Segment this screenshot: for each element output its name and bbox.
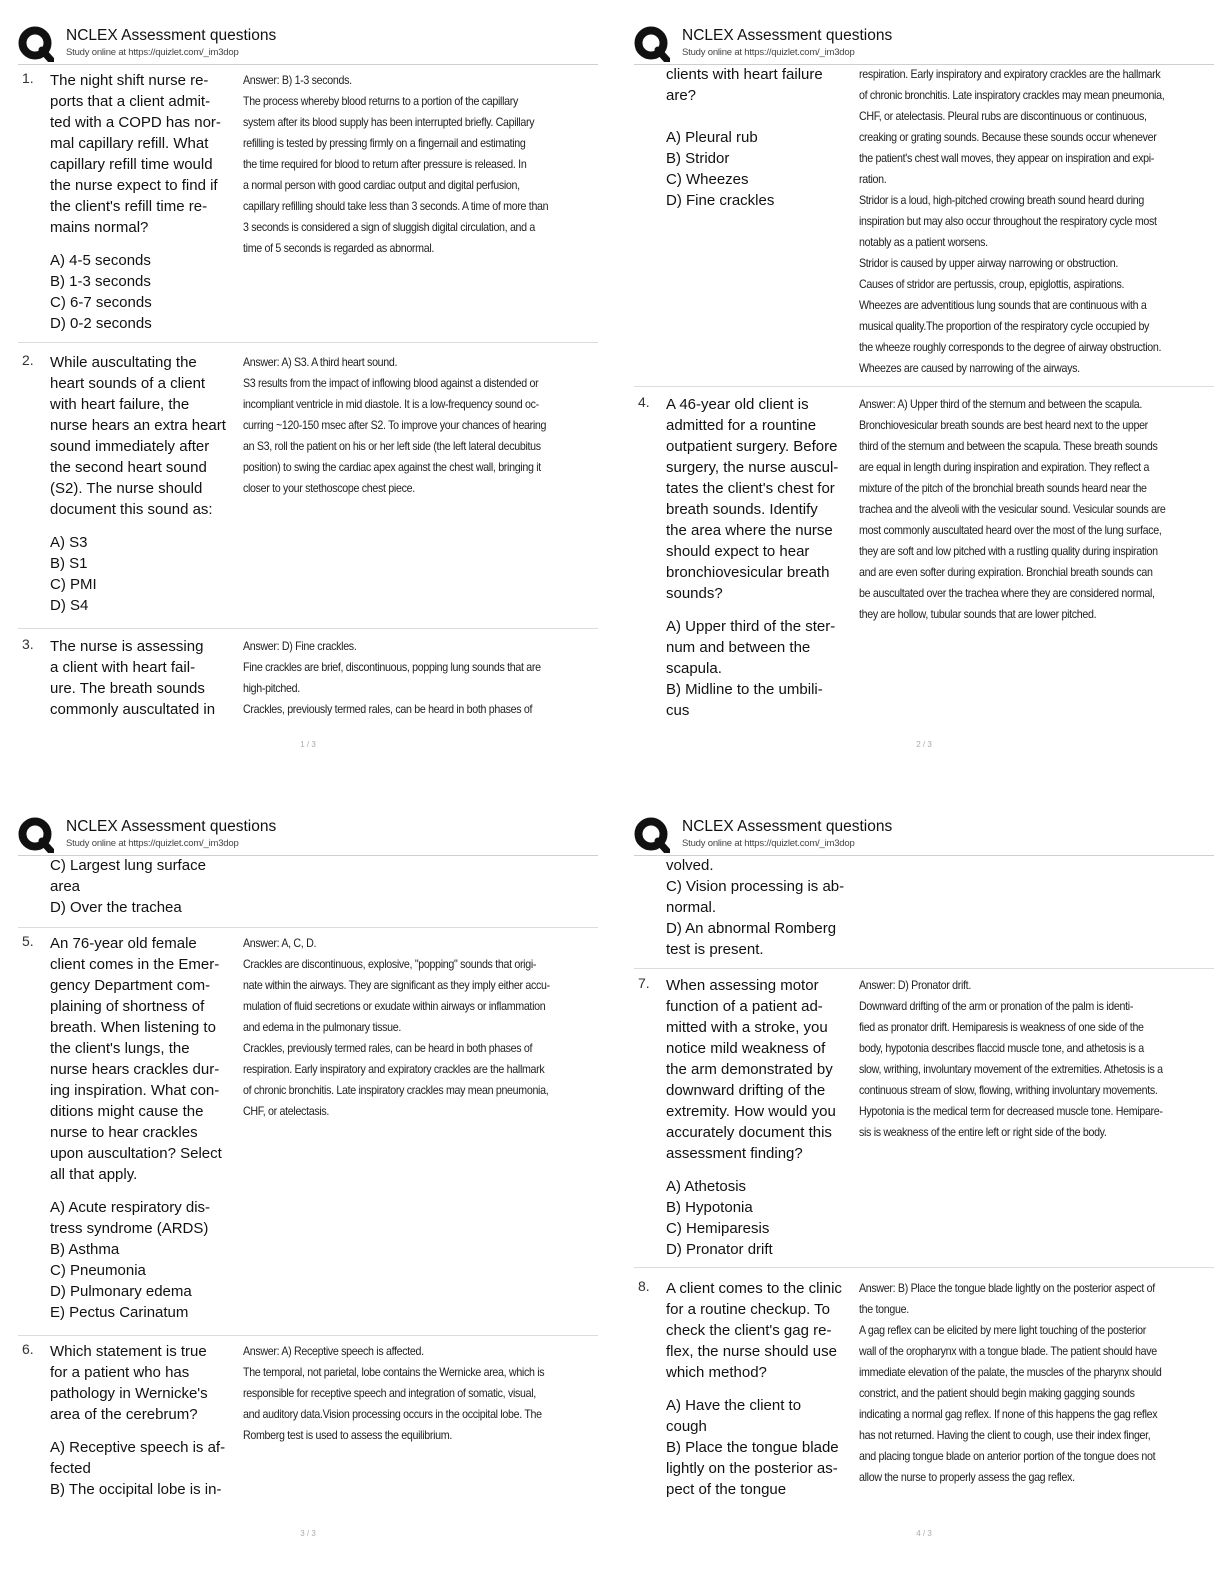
question-text xyxy=(666,975,866,1260)
question-stem: Which statement is true for a patient who has pathology in Wernicke's area of the cerebrum? xyxy=(50,1343,208,1423)
question-divider xyxy=(634,968,1214,969)
answer-block xyxy=(859,975,1186,1143)
question-number: 1. xyxy=(22,70,34,86)
page-3 xyxy=(18,813,598,1553)
page-1 xyxy=(18,22,598,762)
answer-options: A) Upper third of the ster- num and between the scapula. B) Midline to the umbili- cus xyxy=(666,618,836,719)
study-link[interactable]: Study online at https://quizlet.com/_im3dop xyxy=(682,838,855,849)
question-text xyxy=(50,1341,250,1500)
answer-block xyxy=(243,1341,570,1446)
answer-line: Answer: A) Receptive speech is affected. xyxy=(243,1345,424,1358)
quizlet-logo-icon xyxy=(18,817,54,853)
answer-options: A) Receptive speech is af- fected B) The occipital lobe is in- xyxy=(50,1439,226,1498)
page-number: 1 / 3 xyxy=(300,740,316,749)
question-text xyxy=(50,636,250,720)
answer-options: A) Acute respiratory dis- tress syndrome (ARDS) B) Asthma C) Pneumonia D) Pulmonary edema E) Pectus Carinatum xyxy=(50,1199,211,1321)
answer-block xyxy=(243,70,570,259)
question-text xyxy=(50,352,250,616)
question-number: 3. xyxy=(22,636,34,652)
question-number: 2. xyxy=(22,352,34,368)
question-number: 5. xyxy=(22,933,34,949)
answer-line: Answer: A, C, D. xyxy=(243,937,317,950)
answer-explanation: Downward drifting of the arm or pronation of the palm is identi- fied as pronator drift. Hemiparesis is weakness of one side of the body, hypotonia describes flaccid muscle tone, and athetosis is a slow, writhing, involuntary movement of the extremities. Athetosis is a continuous stream of slow, flowing, writhing involuntary movements. Hypotonia is the medical term for decreased muscle tone. Hemipare- sis is weakness of the entire left or right side of the body. xyxy=(859,1000,1163,1139)
divider xyxy=(18,64,598,65)
question-number: 6. xyxy=(22,1341,34,1357)
answer-options: A) Have the client to cough B) Place the tongue blade lightly on the posterior as- pect of the tongue xyxy=(666,1397,839,1498)
page-number: 3 / 3 xyxy=(300,1529,316,1538)
quizlet-logo-icon xyxy=(634,817,670,853)
answer-block xyxy=(859,1278,1186,1488)
answer-explanation: Crackles are discontinuous, explosive, "popping" sounds that origi- nate within the airways. They are significant as they imply either accu- mulation of fluid secretions or exudate within airways or inflammation and edema in the pulmonary tissue. Crackles, previously termed rales, can be heard in both phases of respiration. Early inspiratory and expiratory crackles are the hallmark of chronic bronchitis. Late inspiratory crackles may mean pneumonia, CHF, or atelectasis. xyxy=(243,958,550,1118)
answer-block xyxy=(243,636,570,720)
page-2 xyxy=(634,22,1214,762)
question-stem: An 76-year old female client comes in the Emer- gency Department com- plaining of shortness of breath. When listening to the client's lungs, the nurse hears crackles dur- ing inspiration. What con- ditions might cause the nurse to hear crackles upon auscultation? Select all that apply. xyxy=(50,935,222,1183)
answer-explanation: Bronchiovesicular breath sounds are best heard next to the upper third of the sternum and between the scapula. These breath sounds are equal in length during inspiration and expiration. They reflect a mixture of the pitch of the bronchial breath sounds heard near the trachea and the alveoli with the vesicular sound. Vesicular sounds are most commonly auscultated heard over the most of the lung surface, they are soft and low pitched with a rustling quality during inspiration and are even softer during expiration. Bronchial breath sounds can be auscultated over the trachea where they are considered normal, they are hollow, tubular sounds that are lower pitched. xyxy=(859,419,1166,621)
answer-line: Answer: D) Fine crackles. xyxy=(243,640,357,653)
answer-line: Answer: B) 1-3 seconds. xyxy=(243,74,352,87)
question-text xyxy=(666,394,866,721)
answer-explanation: S3 results from the impact of inflowing blood against a distended or incompliant ventricle in mid diastole. It is a low-frequency sound oc- curring ~120-150 msec after S2. To improve your chances of hearing an S3, roll the patient on his or her left side (the left lateral decubitus position) to swing the cardiac apex against the chest wall, bringing it closer to your stethoscope chest piece. xyxy=(243,377,547,495)
question-text xyxy=(666,1278,866,1500)
question-text xyxy=(50,933,250,1323)
question-text xyxy=(50,70,250,334)
page-header xyxy=(634,22,1214,62)
question-stem: When assessing motor function of a patient ad- mitted with a stroke, you notice mild weakness of the arm demonstrated by downward drifting of the extremity. How would you accurately document this assessment finding? xyxy=(666,977,836,1162)
question-divider xyxy=(18,1335,598,1336)
page-number: 2 / 3 xyxy=(916,740,932,749)
question-number: 4. xyxy=(638,394,650,410)
question-divider xyxy=(18,342,598,343)
page-number: 4 / 3 xyxy=(916,1529,932,1538)
study-link[interactable]: Study online at https://quizlet.com/_im3dop xyxy=(682,47,855,58)
answer-options: A) Athetosis B) Hypotonia C) Hemiparesis D) Pronator drift xyxy=(666,1178,773,1258)
answer-options: A) S3 B) S1 C) PMI D) S4 xyxy=(50,534,97,614)
page-title: NCLEX Assessment questions xyxy=(66,818,277,835)
question-continued: C) Largest lung surface area D) Over the trachea xyxy=(50,857,206,916)
study-link[interactable]: Study online at https://quizlet.com/_im3dop xyxy=(66,838,239,849)
question-stem: A client comes to the clinic for a routine checkup. To check the client's gag re- flex, the nurse should use which method? xyxy=(666,1280,842,1381)
question-divider xyxy=(634,1267,1214,1268)
quizlet-logo-icon xyxy=(18,26,54,62)
page-title: NCLEX Assessment questions xyxy=(682,27,893,44)
question-divider xyxy=(634,386,1214,387)
page-header xyxy=(18,22,598,62)
question-stem: The night shift nurse re- ports that a client admit- ted with a COPD has nor- mal capillary refill. What capillary refill time would the nurse expect to find if the client's refill time re- mains normal? xyxy=(50,72,221,236)
answer-options: A) 4-5 seconds B) 1-3 seconds C) 6-7 seconds D) 0-2 seconds xyxy=(50,252,152,332)
answer-explanation: A gag reflex can be elicited by mere light touching of the posterior wall of the oropharynx with a tongue blade. The patient should have immediate elevation of the palate, the muscles of the pharynx should constrict, and the patient should begin making gagging sounds indicating a normal gag reflex. If none of this happens the gag reflex has not returned. Having the client to cough, use their index finger, and placing tongue blade on anterior portion of the tongue does not allow the nurse to properly assess the gag reflex. xyxy=(859,1324,1162,1484)
page-header xyxy=(18,813,598,853)
question-stem: A 46-year old client is admitted for a rountine outpatient surgery. Before surgery, the nurse auscul- tates the client's chest for breath sounds. Identify the area where the nurse should expect to hear bronchiovesicular breath sounds? xyxy=(666,396,839,602)
question-number: 7. xyxy=(638,975,650,991)
page-title: NCLEX Assessment questions xyxy=(66,27,277,44)
explanation-continued: respiration. Early inspiratory and expiratory crackles are the hallmark of chronic bronchitis. Late inspiratory crackles may mean pneumonia, CHF, or atelectasis. Pleural rubs are discontinuous or continuous, creaking or grating sounds. Because these sounds occur whenever the patient's chest wall moves, they appear on inspiration and expi- ration. Stridor is a loud, high-pitched crowing breath sound heard during inspiration but may also occur throughout the respiratory cycle most notably as a patient worsens. Stridor is caused by upper airway narrowing or obstruction. Causes of stridor are pertussis, croup, epiglottis, aspirations. Wheezes are adventitious lung sounds that are continuous with a musical quality.The proportion of the respiratory cycle occupied by the wheeze roughly corresponds to the degree of airway obstruction. Wheezes are caused by narrowing of the airways. xyxy=(859,68,1165,375)
question-divider xyxy=(18,927,598,928)
answer-line: Answer: D) Pronator drift. xyxy=(859,979,971,992)
answer-line: Answer: B) Place the tongue blade lightly on the posterior aspect of the tongue. xyxy=(859,1282,1155,1316)
study-link[interactable]: Study online at https://quizlet.com/_im3dop xyxy=(66,47,239,58)
answer-block xyxy=(859,394,1186,625)
page-header xyxy=(634,813,1214,853)
page-4 xyxy=(634,813,1214,1553)
page-title: NCLEX Assessment questions xyxy=(682,818,893,835)
answer-line: Answer: A) S3. A third heart sound. xyxy=(243,356,398,369)
answer-block xyxy=(243,352,570,499)
question-continued: clients with heart failure are? A) Pleural rub B) Stridor C) Wheezes D) Fine crackles xyxy=(666,66,823,209)
answer-block xyxy=(243,933,570,1122)
answer-line: Answer: A) Upper third of the sternum and between the scapula. xyxy=(859,398,1143,411)
answer-explanation: Fine crackles are brief, discontinuous, popping lung sounds that are high-pitched. Crackles, previously termed rales, can be heard in both phases of xyxy=(243,661,541,716)
answer-explanation: The temporal, not parietal, lobe contains the Wernicke area, which is responsible for receptive speech and integration of somatic, visual, and auditory data.Vision processing occurs in the occipital lobe. The Romberg test is used to assess the equilibrium. xyxy=(243,1366,545,1442)
question-stem: The nurse is assessing a client with heart fail- ure. The breath sounds commonly auscultated in xyxy=(50,638,216,718)
question-divider xyxy=(18,628,598,629)
question-number: 8. xyxy=(638,1278,650,1294)
question-continued: volved. C) Vision processing is ab- normal. D) An abnormal Romberg test is present. xyxy=(666,857,845,958)
quizlet-logo-icon xyxy=(634,26,670,62)
question-stem: While auscultating the heart sounds of a client with heart failure, the nurse hears an extra heart sound immediately after the second heart sound (S2). The nurse should document this sound as: xyxy=(50,354,226,518)
answer-explanation: The process whereby blood returns to a portion of the capillary system after its blood supply has been interrupted briefly. Capillary refilling is tested by pressing firmly on a fingernail and estimating the time required for blood to return after pressure is released. In a normal person with good cardiac output and digital perfusion, capillary refilling should take less than 3 seconds. A time of more than 3 seconds is considered a sign of sluggish digital circulation, and a time of 5 seconds is regarded as abnormal. xyxy=(243,95,549,255)
